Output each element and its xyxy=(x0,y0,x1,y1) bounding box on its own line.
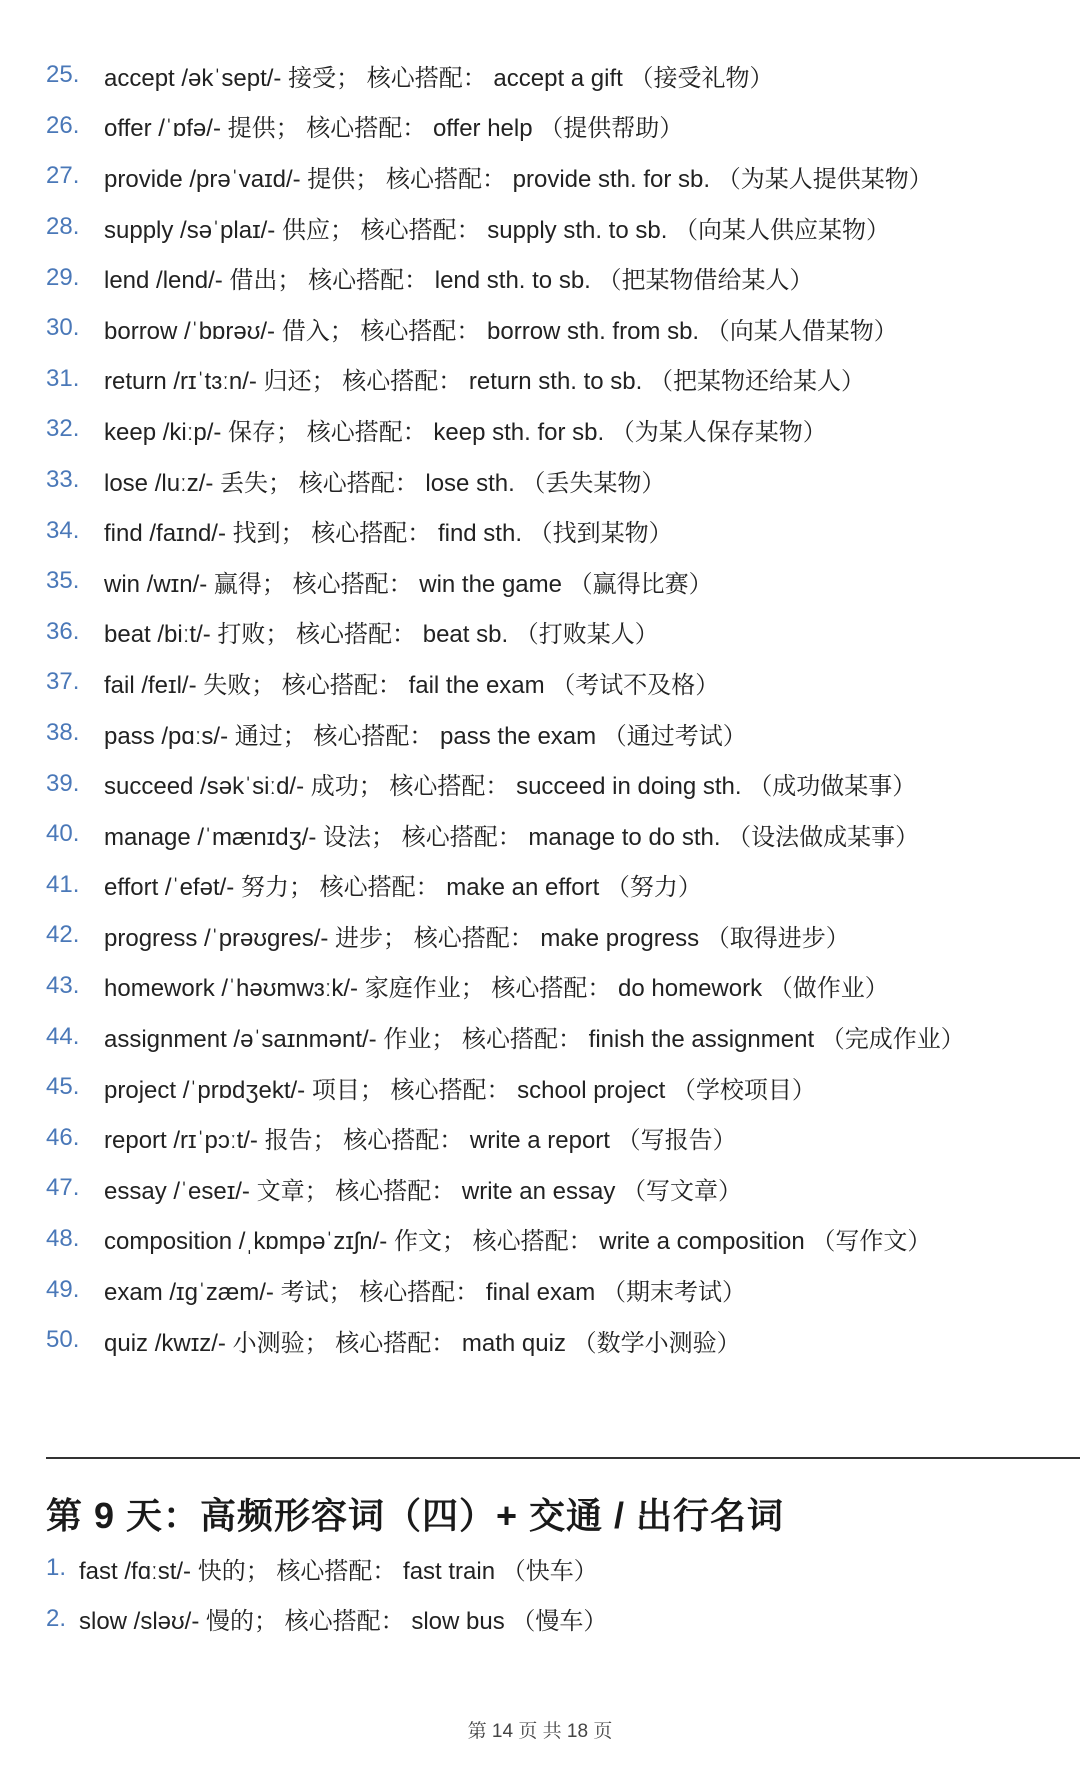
list-item xyxy=(46,303,1056,354)
item-text: project /ˈprɒdʒekt/- 项目； 核心搭配： school project （学校项目） xyxy=(104,1076,816,1104)
list-item xyxy=(46,758,1056,809)
item-number: 34. xyxy=(46,516,80,544)
item-number: 32. xyxy=(46,415,80,443)
item-text: succeed /səkˈsiːd/- 成功； 核心搭配： succeed in doing sth. （成功做某事） xyxy=(104,773,917,801)
list-item xyxy=(46,1315,1056,1366)
item-number: 25. xyxy=(46,61,80,89)
item-text: fast /fɑːst/- 快的； 核心搭配： fast train （快车） xyxy=(79,1557,598,1585)
list-item xyxy=(46,1594,1056,1645)
list-item xyxy=(46,50,1056,101)
list-item xyxy=(46,657,1056,708)
list-item xyxy=(46,404,1056,455)
item-number: 45. xyxy=(46,1073,80,1101)
list-item xyxy=(46,101,1056,152)
item-number: 1. xyxy=(46,1554,67,1582)
item-number: 27. xyxy=(46,162,80,190)
list-item xyxy=(46,1163,1056,1214)
section-divider xyxy=(46,1457,1080,1459)
list-item xyxy=(46,860,1056,911)
item-text: lend /lend/- 借出； 核心搭配： lend sth. to sb. （把某物借给某人） xyxy=(104,267,814,295)
item-number: 33. xyxy=(46,466,80,494)
vocab-list xyxy=(46,50,1056,1365)
item-text: find /faɪnd/- 找到； 核心搭配： find sth. （找到某物） xyxy=(104,520,673,548)
item-number: 2. xyxy=(46,1604,67,1632)
section-heading: 第 9 天：高频形容词（四）+ 交通 / 出行名词 xyxy=(46,1495,785,1536)
item-number: 47. xyxy=(46,1174,80,1202)
item-number: 43. xyxy=(46,971,80,999)
item-number: 48. xyxy=(46,1224,80,1252)
item-number: 39. xyxy=(46,769,80,797)
list-item xyxy=(46,961,1056,1012)
list-item xyxy=(46,708,1056,759)
item-text: progress /ˈprəʊgres/- 进步； 核心搭配： make progress （取得进步） xyxy=(104,924,850,952)
item-text: fail /feɪl/- 失败； 核心搭配： fail the exam （考试不及格） xyxy=(104,671,720,699)
list-item xyxy=(46,252,1056,303)
item-number: 46. xyxy=(46,1123,80,1151)
item-number: 44. xyxy=(46,1022,80,1050)
page-footer: 第 14 页 共 18 页 xyxy=(467,1721,613,1742)
item-text: accept /əkˈsept/- 接受； 核心搭配： accept a gift （接受礼物） xyxy=(104,64,774,92)
list-item xyxy=(46,607,1056,658)
item-number: 36. xyxy=(46,617,80,645)
list-item xyxy=(46,505,1056,556)
item-number: 38. xyxy=(46,719,80,747)
item-text: return /rɪˈtɜːn/- 归还； 核心搭配： return sth. to sb. （把某物还给某人） xyxy=(104,368,865,396)
item-number: 28. xyxy=(46,213,80,241)
item-number: 41. xyxy=(46,870,80,898)
list-item xyxy=(46,1543,1056,1594)
item-number: 31. xyxy=(46,364,80,392)
item-text: exam /ɪɡˈzæm/- 考试； 核心搭配： final exam （期末考试） xyxy=(104,1279,746,1307)
item-text: quiz /kwɪz/- 小测验； 核心搭配： math quiz （数学小测验） xyxy=(104,1329,741,1357)
list-item xyxy=(46,1264,1056,1315)
section-vocab-list xyxy=(46,1543,1056,1644)
list-item xyxy=(46,809,1056,860)
item-text: provide /prəˈvaɪd/- 提供； 核心搭配： provide sth. for sb. （为某人提供某物） xyxy=(104,165,933,193)
item-text: offer /ˈɒfə/- 提供； 核心搭配： offer help （提供帮助） xyxy=(104,115,684,143)
item-text: essay /ˈeseɪ/- 文章； 核心搭配： write an essay （写文章） xyxy=(104,1177,742,1205)
item-number: 35. xyxy=(46,567,80,595)
item-number: 40. xyxy=(46,820,80,848)
item-text: report /rɪˈpɔːt/- 报告； 核心搭配： write a report （写报告） xyxy=(104,1127,737,1155)
item-text: slow /sləʊ/- 慢的； 核心搭配： slow bus （慢车） xyxy=(79,1608,608,1636)
item-text: manage /ˈmænɪdʒ/- 设法； 核心搭配： manage to do sth. （设法做成某事） xyxy=(104,823,920,851)
item-text: borrow /ˈbɒrəʊ/- 借入； 核心搭配： borrow sth. from sb. （向某人借某物） xyxy=(104,317,898,345)
list-item xyxy=(46,455,1056,506)
item-text: lose /luːz/- 丢失； 核心搭配： lose sth. （丢失某物） xyxy=(104,469,666,497)
item-text: supply /səˈplaɪ/- 供应； 核心搭配： supply sth. to sb. （向某人供应某物） xyxy=(104,216,891,244)
item-text: assignment /əˈsaɪnmənt/- 作业； 核心搭配： finish the assignment （完成作业） xyxy=(104,1026,965,1054)
list-item xyxy=(46,1062,1056,1113)
list-item xyxy=(46,1011,1056,1062)
item-text: effort /ˈefət/- 努力； 核心搭配： make an effort （努力） xyxy=(104,874,702,902)
item-number: 29. xyxy=(46,263,80,291)
list-item xyxy=(46,1112,1056,1163)
list-item xyxy=(46,910,1056,961)
item-number: 42. xyxy=(46,921,80,949)
list-item xyxy=(46,151,1056,202)
item-text: win /wɪn/- 赢得； 核心搭配： win the game （赢得比赛） xyxy=(104,570,713,598)
list-item xyxy=(46,1214,1056,1265)
item-number: 50. xyxy=(46,1326,80,1354)
item-text: composition /ˌkɒmpəˈzɪʃn/- 作文； 核心搭配： write a composition （写作文） xyxy=(104,1228,932,1256)
item-text: beat /biːt/- 打败； 核心搭配： beat sb. （打败某人） xyxy=(104,621,659,649)
item-text: keep /kiːp/- 保存； 核心搭配： keep sth. for sb. （为某人保存某物） xyxy=(104,418,827,446)
item-number: 30. xyxy=(46,314,80,342)
item-text: homework /ˈhəʊmwɜːk/- 家庭作业； 核心搭配： do homework （做作业） xyxy=(104,975,889,1003)
item-number: 37. xyxy=(46,668,80,696)
item-text: pass /pɑːs/- 通过； 核心搭配： pass the exam （通过考试） xyxy=(104,722,747,750)
item-number: 49. xyxy=(46,1275,80,1303)
list-item xyxy=(46,202,1056,253)
list-item xyxy=(46,354,1056,405)
item-number: 26. xyxy=(46,111,80,139)
list-item xyxy=(46,556,1056,607)
